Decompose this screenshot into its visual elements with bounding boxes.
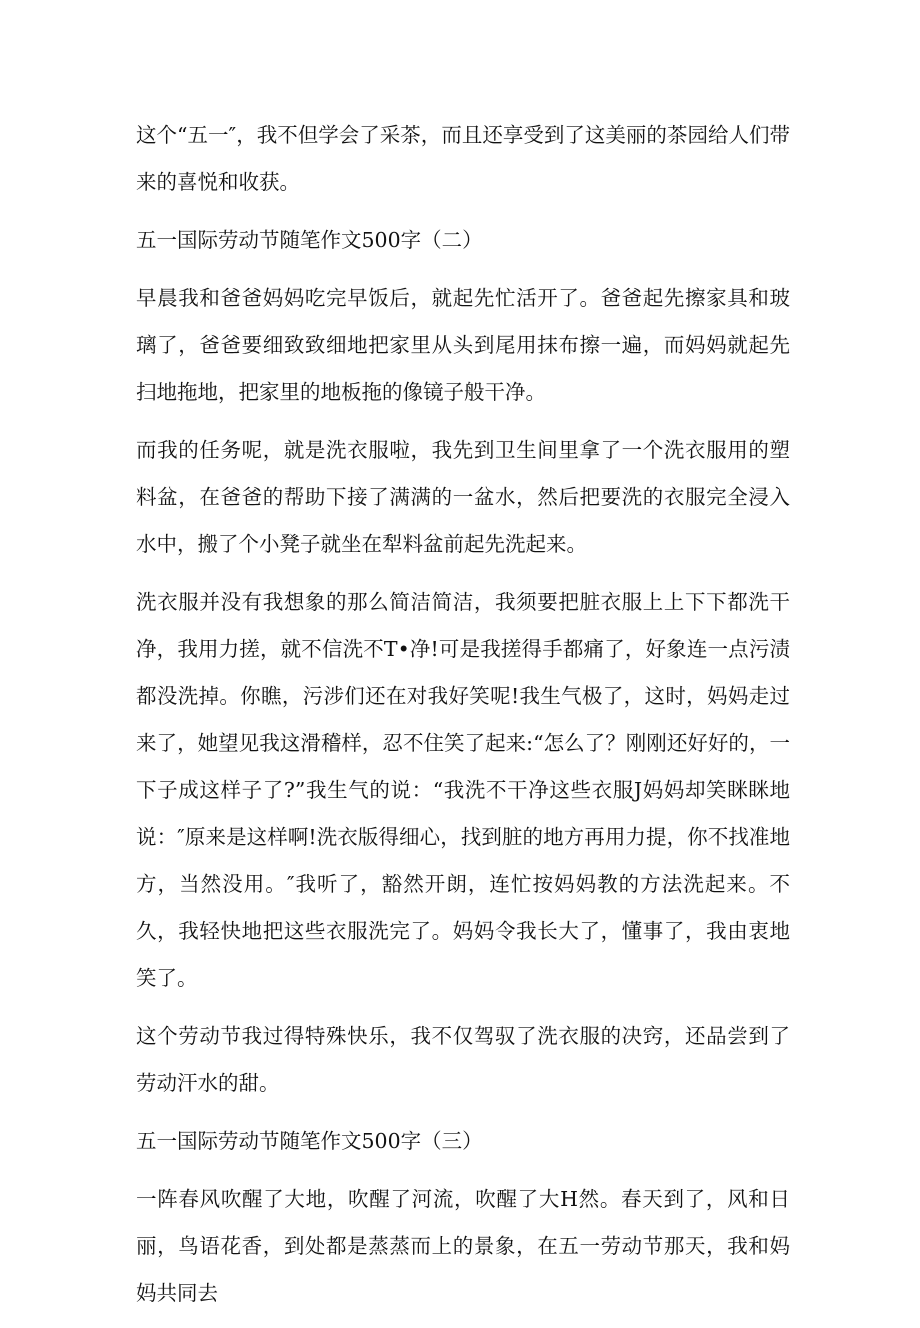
paragraph-labor-day-happy: 这个劳动节我过得特殊快乐，我不仅驾驭了洗衣服的决窍，还品尝到了劳动汗水的甜。 bbox=[136, 1024, 790, 1095]
paragraph-spring-opening: 一阵春风吹醒了大地，吹醒了河流，吹醒了大H然。春天到了，风和日丽，鸟语花香，到处都是蒸蒸而上的景象，在五一劳动节那天，我和妈妈共同去 bbox=[136, 1187, 790, 1305]
section-heading-two: 五一国际劳动节随笔作文500字（二） bbox=[136, 228, 483, 252]
paragraph-washing-story: 洗衣服并没有我想象的那么简洁简洁，我须要把脏衣服上上下下都洗干净，我用力搓，就不信洗不T•净!可是我搓得手都痛了，好象连一点污渍都没洗掉。你瞧，污涉们还在对我好笑呢!我生气极了，这时，妈妈走过来了，她望见我这滑稽样，忍不住笑了起来:“怎么了？刚刚还好好的，一下子成这样子了?”我生气的说：“我洗不干净这些衣服J妈妈却笑眯眯地说：″原来是这样啊!洗衣版得细心，找到脏的地方再用力提，你不找准地方，当然没用。″我听了，豁然开朗，连忙按妈妈教的方法洗起来。不久，我轻快地把这些衣服洗完了。妈妈令我长大了，懂事了，我由衷地笑了。 bbox=[136, 590, 790, 990]
paragraph-tea-harvest-ending: 这个“五一″，我不但学会了采茶，而且还享受到了这美丽的茶园给人们带来的喜悦和收获。 bbox=[136, 123, 790, 194]
section-heading-three: 五一国际劳动节随笔作文500字（三） bbox=[136, 1129, 483, 1153]
document-body bbox=[136, 112, 790, 1328]
paragraph-morning-cleaning: 早晨我和爸爸妈妈吃完早饭后，就起先忙活开了。爸爸起先擦家具和玻璃了，爸爸要细致致细地把家里从头到尾用抹布擦一遍，而妈妈就起先扫地拖地，把家里的地板拖的像镜子般干净。 bbox=[136, 286, 790, 404]
paragraph-laundry-task: 而我的任务呢，就是洗衣服啦，我先到卫生间里拿了一个洗衣服用的塑料盆，在爸爸的帮助下接了满满的一盆水，然后把要洗的衣服完全浸入水中，搬了个小凳子就坐在犁料盆前起先洗起来。 bbox=[136, 438, 790, 556]
